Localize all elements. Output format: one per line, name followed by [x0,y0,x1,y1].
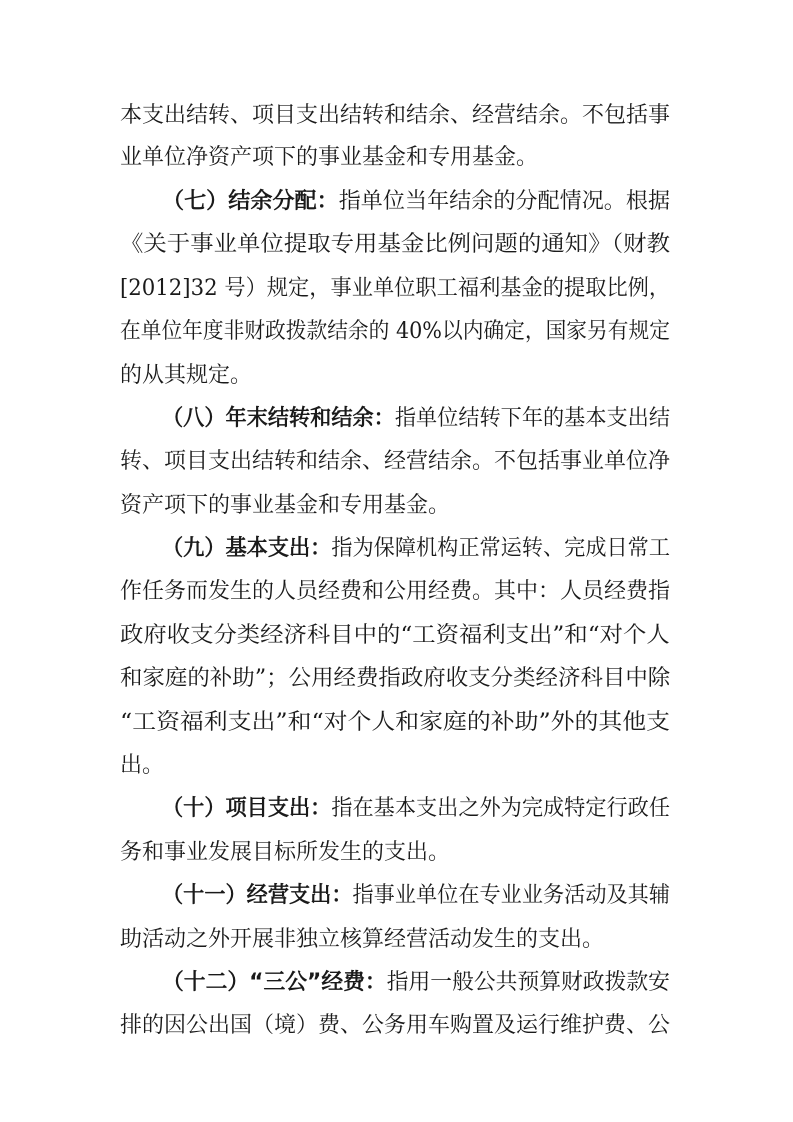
text-line [120,143,538,173]
text-line [120,274,670,304]
body-text: 指事业单位在专业业务活动及其辅 [352,883,671,908]
body-text: 在单位年度非财政拨款结余的 40%以内确定，国家另有规定 [120,319,670,344]
body-text: 指单位当年结余的分配情况。根据 [338,189,671,214]
text-line [162,968,670,998]
section-heading: （九）基本支出： [162,536,332,561]
text-line [162,794,670,824]
text-line [120,751,164,781]
text-line [120,447,670,477]
body-text: 转、项目支出结转和结余、经营结余。不包括事业单位净 [120,449,671,474]
body-text: 和家庭的补助”；公用经费指政府收支分类经济科目中除 [120,666,671,691]
body-text: 指用一般公共预算财政拨款安 [386,970,670,995]
body-text: [2012]32 号）规定，事业单位职工福利基金的提取比例， [120,276,671,301]
body-text: 排的因公出国（境）费、公务用车购置及运行维护费、公 [120,1013,671,1038]
section-heading: （十）项目支出： [162,796,332,821]
text-line [120,925,604,955]
body-text: 的从其规定。 [120,363,253,388]
text-line [120,838,450,868]
text-line [162,881,670,911]
body-text: 出。 [120,753,165,778]
body-text: 作任务而发生的人员经费和公用经费。其中：人员经费指 [120,579,671,604]
section-heading: （八）年末结转和结余： [162,406,395,431]
body-text: 务和事业发展目标所发生的支出。 [120,840,451,865]
text-line [120,317,670,347]
body-text: 政府收支分类经济科目中的“工资福利支出”和“对个人 [120,623,670,648]
body-text: 《关于事业单位提取专用基金比例问题的通知》（财教 [120,232,671,257]
body-text: 指在基本支出之外为完成特定行政任 [331,796,671,821]
section-heading: （十一）经营支出： [162,883,353,908]
text-line [120,361,252,391]
text-line [162,187,670,217]
body-text: 业单位净资产项下的事业基金和专用基金。 [120,145,539,170]
section-heading: （十二）“三公”经费： [162,970,387,995]
body-text: 本支出结转、项目支出结转和结余、经营结余。不包括事 [120,103,671,128]
body-text: 指为保障机构正常运转、完成日常工 [331,536,671,561]
body-text: 助活动之外开展非独立核算经营活动发生的支出。 [120,927,605,952]
body-text: “工资福利支出”和“对个人和家庭的补助”外的其他支 [120,710,670,735]
text-line [162,404,670,434]
text-line [120,1011,670,1041]
text-line [120,708,670,738]
body-text: 资产项下的事业基金和专用基金。 [120,493,451,518]
text-line [120,491,450,521]
section-heading: （七）结余分配： [162,189,339,214]
text-line [120,577,670,607]
text-line [162,534,670,564]
body-text: 指单位结转下年的基本支出结 [394,406,671,431]
text-line [120,101,670,131]
text-line [120,664,670,694]
text-line [120,230,670,260]
text-line [120,621,670,651]
